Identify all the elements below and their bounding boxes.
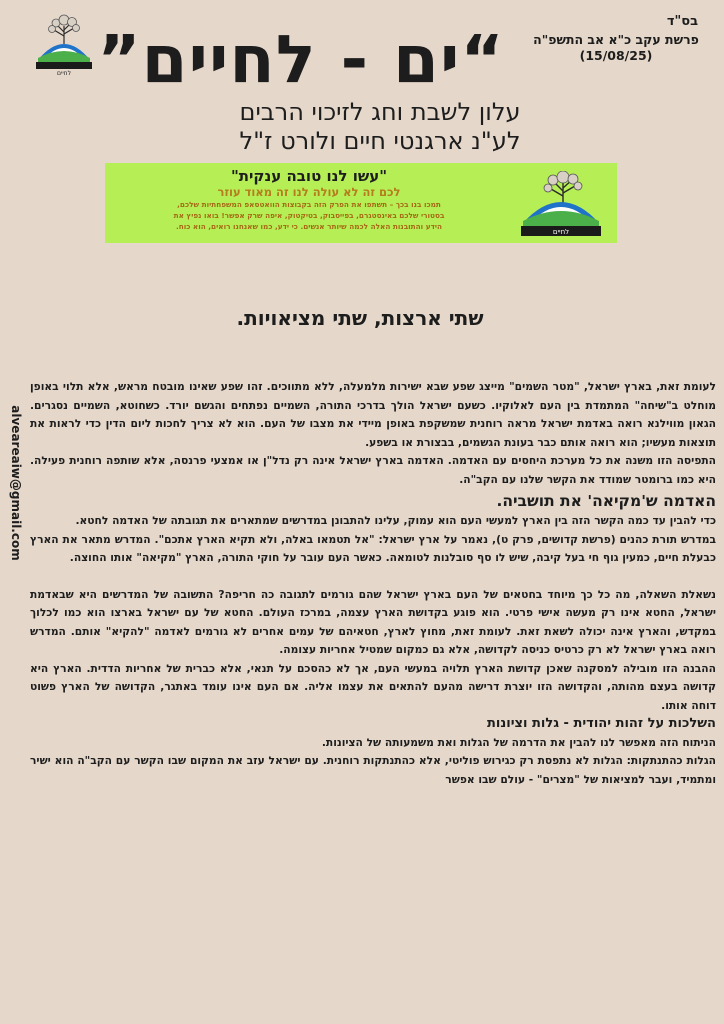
parasha-info [526, 32, 706, 64]
side-email-text[interactable]: alveareaiw@gmail.com [9, 405, 23, 561]
promo-body-line: הידע והתובנות האלה לכמה שיותר אנשים. כי ידע, כמו שאנחנו רואים, הוא כוח. [175, 222, 443, 231]
paragraph-gap [30, 568, 716, 586]
parasha-date: (15/08/25) [579, 48, 653, 63]
article-subheading: האדמה ש'מקיאה' את תושביה. [496, 492, 716, 510]
article-paragraph: נשאלת השאלה, מה כל כך מיוחד בחטאים של העם בארץ ישראל שהם גורמים לתגובה כה חריפה? התשובה של המדרשים היא שבאדמת ישראל, החטא אינו רק מעשה אישי פרטי. הוא פוגע בקדושת הארץ עצמה, במרכז העולם. החטא של עם ישראל בארצו הוא כמו לכלוך במקדש, והארץ אינה יכולה לשאת זאת. לעומת זאת, מחוץ לארץ, חטאיהם של עמים אחרים לא גורמים לאדמה "להקיא" אותם. המדרש רואה בארץ ישראל לא רק כרטיס כניסה לקדושה, אלא גם כמקום שמטיל אחריות עצומה. [30, 587, 716, 656]
bsd-heading: בס"ד [666, 14, 698, 29]
parasha-name: פרשת עקב כ"א אב התשפ"ה [533, 32, 699, 47]
article-section-heading: השלכות על זהות יהודית - גלות וציונות [487, 716, 716, 731]
promo-logo-caption: לחיים [552, 228, 570, 236]
newsletter-title: “ים - לחיים” [97, 21, 505, 98]
promo-body-line: תמכו בנו בכך – תשתפו את הפרק הזה בקבוצות הוואטסאפ המשפחתיות שלכם, [177, 200, 441, 209]
promo-body-line: בסטורי שלכם באינסטגרם, בפייסבוק, בטיקטוק, איפה שרק אפשר! בואו נפיץ את [173, 211, 445, 220]
newsletter-dedication: לע"נ ארגנטי חיים ולורט ז"ל [239, 127, 521, 155]
logo-caption: לחיים [57, 70, 71, 77]
article-paragraph: במדרש תורת כהנים (פרשת קדושים, פרק ט), נאמר על ארץ ישראל: "אל תטמאו באלה, ולא תקיא הארץ אתכם". המדרש מתאר את הארץ כבעלת חיים, כמעין גוף חי בעל קיבה, שיש לו סף סובלנות לטומאה. כאשר העם עובר על חוקי התורה, הארץ "מקיאה" אותו החוצה. [30, 532, 716, 564]
article-paragraph: הניתוח הזה מאפשר לנו להבין את הדרמה של הגלות ואת משמעותה של הציונות. [321, 735, 716, 749]
promo-subtitle: לכם זה לא עולה לנו זה מאוד עוזר [217, 185, 401, 199]
promo-logo [513, 171, 609, 239]
article-paragraph: לעומת זאת, בארץ ישראל, "מטר השמים" מייצג שפע שבא ישירות מלמעלה, ללא מתווכים. זהו שפע שאינו מובטח מראש, אלא תלוי באופן מוחלט ב"שיחה" המתמדת בין העם לאלוקיו. כשעם ישראל הולך בדרכי התורה, השמיים נפתחים והגשם יורד. כשחוטא, השמיים נסגרים. הגאון מווילנא רואה באדמת ישראל מראה רוחנית שמשקפת באופן מיידי את מצבו של העם. הוא לא צריך לחכות ליום הדין כדי לראות את תוצאות מעשיו; הוא רואה אותם כבר בעונת הגשמים, בבצורת או בשפע. [30, 380, 716, 449]
article-body [30, 378, 716, 789]
article-paragraph: ההבנה הזו מובילה למסקנה שאכן קדושת הארץ תלויה במעשי העם, אך לא כהסכם על תנאי, אלא כברית של אחריות הדדית. הארץ היא קדושה בעצם מהותה, והקדושה הזו יוצרת דרישה מהעם להתאים את עצמו אליה. אם העם אינו עומד באתגר, הקדושה של הארץ פשוט דוחה אותו. [30, 661, 716, 712]
share-promo-box [105, 163, 617, 243]
promo-text [111, 167, 507, 232]
side-email[interactable] [7, 388, 25, 578]
promo-title: "עשו לנו טובה ענקית" [230, 167, 388, 185]
article-title: שתי ארצות, שתי מציאויות. [236, 306, 484, 330]
newsletter-logo [30, 14, 98, 78]
article-paragraph: הגלות כהתנתקות: הגלות לא נתפסת רק כגירוש פוליטי, אלא כהתנתקות רוחנית. עם ישראל עזב את המקום שבו הקשר עם הקב"ה הוא ישיר ומתמיד, ועבר למציאות של "מצרים" - עולם שבו אפשר [30, 754, 716, 786]
newsletter-subtitle: עלון לשבת וחג לזיכוי הרבים [239, 98, 521, 126]
article-paragraph: התפיסה הזו משנה את כל מערכת היחסים עם האדמה. האדמה בארץ ישראל אינה רק נדל"ן או אמצעי פרנסה, אלא שותפה רוחנית פעילה. היא כמו ברומטר שמודד את הקשר שלנו עם הקב"ה. [30, 454, 716, 486]
article-paragraph: כדי להבין עד כמה הקשר הזה בין הארץ למעשי העם הוא עמוק, עלינו להתבונן במדרשים שמתארים את תגובתה של האדמה לחטא. [75, 514, 716, 527]
